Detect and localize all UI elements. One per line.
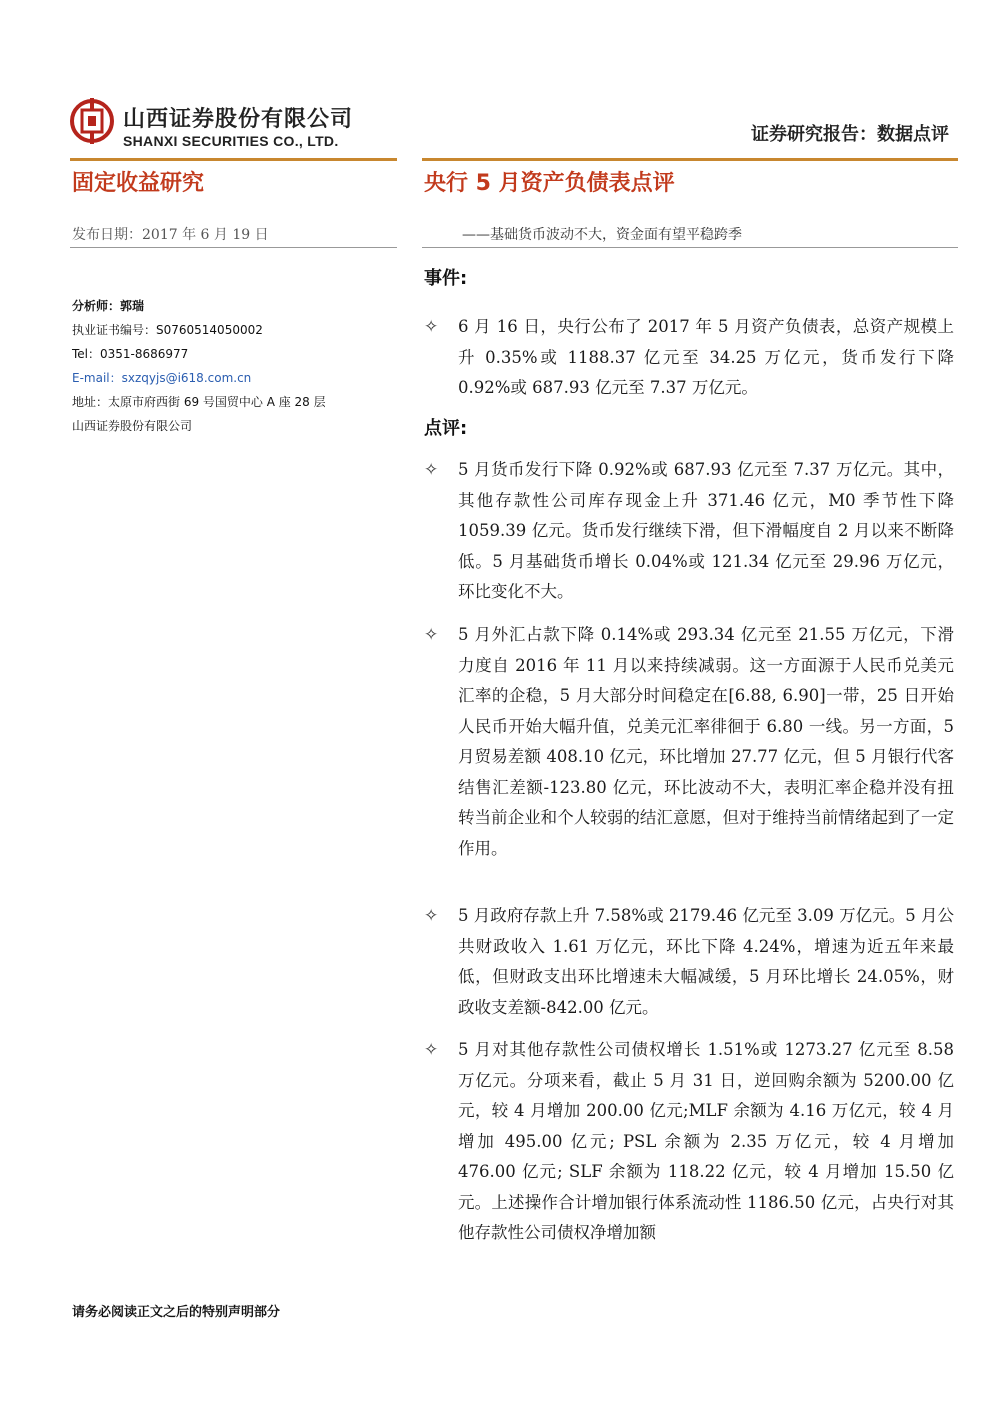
comment-text: 5 月货币发行下降 0.92%或 687.93 亿元至 7.37 万亿元。其中，其他存款性公司库存现金上升 371.46 亿元，M0 季节性下降 1059.39 亿元。货币发行继续下滑，但下滑幅度自 2 月以来不断降低。5 月基础货币增长 0.04%或 121.34 亿元至 29.96 万亿元，环比变化不大。	[458, 460, 954, 601]
diamond-bullet-icon: ✧	[424, 317, 439, 337]
publish-date: 发布日期：2017 年 6 月 19 日	[72, 227, 269, 243]
diamond-bullet-icon: ✧	[424, 1040, 439, 1060]
analyst-license: 执业证书编号：S0760514050002	[72, 323, 263, 337]
divider-right	[422, 247, 958, 248]
header-rule-right	[422, 158, 958, 161]
event-heading: 事件:	[424, 268, 468, 289]
document-subtitle: ——基础货币波动不大，资金面有望平稳跨季	[462, 227, 742, 243]
event-paragraph	[424, 312, 954, 404]
event-text: 6 月 16 日，央行公布了 2017 年 5 月资产负债表，总资产规模上升 0.35%或 1188.37 亿元至 34.25 万亿元，货币发行下降 0.92%或 687.93 亿元至 7.37 万亿元。	[458, 317, 954, 397]
header-rule-left	[70, 158, 397, 161]
divider-left	[70, 247, 397, 248]
shanxi-securities-logo-icon	[70, 96, 114, 146]
comment-paragraph-2	[424, 620, 954, 864]
comment-paragraph-3	[424, 901, 954, 1023]
comment-paragraph-4	[424, 1035, 954, 1249]
analyst-email[interactable]: E-mail：sxzqyjs@i618.com.cn	[72, 371, 252, 385]
comment-paragraph-1	[424, 455, 954, 608]
analyst-name: 分析师：郭瑞	[72, 299, 145, 313]
diamond-bullet-icon: ✧	[424, 460, 439, 480]
comment-heading: 点评:	[424, 418, 468, 439]
analyst-address: 地址：太原市府西街 69 号国贸中心 A 座 28 层	[72, 395, 326, 409]
document-title: 央行 5 月资产负债表点评	[424, 171, 675, 196]
analyst-company: 山西证券股份有限公司	[72, 419, 193, 433]
comment-text: 5 月对其他存款性公司债权增长 1.51%或 1273.27 亿元至 8.58 万亿元。分项来看，截止 5 月 31 日，逆回购余额为 5200.00 亿元，较 4 月增加 200.00 亿元;MLF 余额为 4.16 万亿元，较 4 月增加 495.00 亿元; PSL 余额为 2.35 万亿元，较 4 月增加 476.00 亿元; SLF 余额为 118.22 亿元，较 4 月增加 15.50 亿元。上述操作合计增加银行体系流动性 1186.50 亿元，占央行对其他存款性公司债权净增加额	[458, 1040, 954, 1242]
analyst-info	[72, 294, 402, 438]
section-title: 固定收益研究	[72, 171, 205, 196]
report-type: 证券研究报告：数据点评	[751, 124, 949, 145]
company-name-cn: 山西证券股份有限公司	[123, 107, 354, 132]
diamond-bullet-icon: ✧	[424, 906, 439, 926]
analyst-tel: Tel：0351-8686977	[72, 347, 189, 361]
comment-text: 5 月外汇占款下降 0.14%或 293.34 亿元至 21.55 万亿元，下滑力度自 2016 年 11 月以来持续减弱。这一方面源于人民币兑美元汇率的企稳，5 月大部分时间稳定在[6.88, 6.90]一带，25 日开始人民币开始大幅升值，兑美元汇率徘徊于 6.80 一线。另一方面，5 月贸易差额 408.10 亿元，环比增加 27.77 亿元，但 5 月银行代客结售汇差额-123.80 亿元，环比波动不大，表明汇率企稳并没有扭转当前企业和个人较弱的结汇意愿，但对于维持当前情绪起到了一定作用。	[458, 625, 954, 858]
diamond-bullet-icon: ✧	[424, 625, 439, 645]
company-name-en: SHANXI SECURITIES CO., LTD.	[123, 133, 339, 149]
comment-text: 5 月政府存款上升 7.58%或 2179.46 亿元至 3.09 万亿元。5 月公共财政收入 1.61 万亿元，环比下降 4.24%，增速为近五年来最低，但财政支出环比增速未大幅减缓，5 月环比增长 24.05%，财政收支差额-842.00 亿元。	[458, 906, 954, 1017]
footer-disclaimer: 请务必阅读正文之后的特别声明部分	[72, 1305, 281, 1320]
